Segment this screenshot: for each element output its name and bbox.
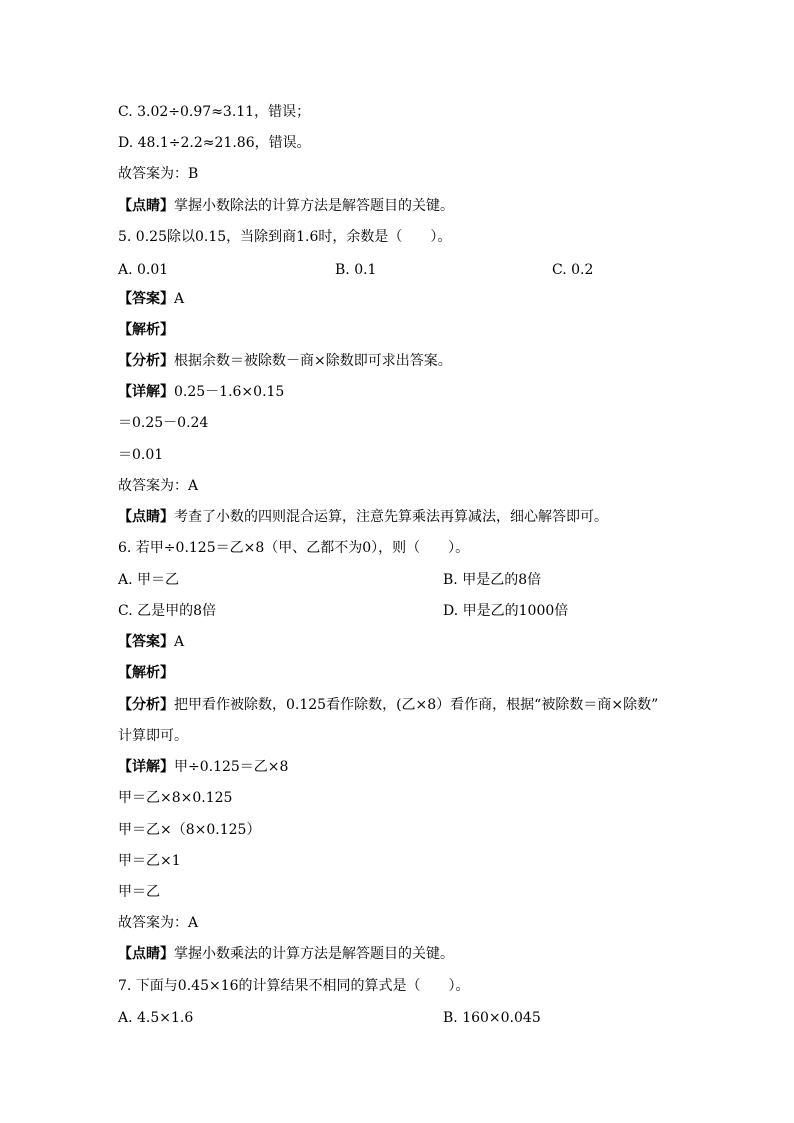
q5-option-c: C. 0.2 [552,262,594,278]
q5-answer [118,289,184,309]
q5-step-1: ＝0.25－0.24 [118,415,209,431]
q5-fenxi-tag: 【分析】 [118,353,174,369]
q5-step-2: ＝0.01 [118,447,164,463]
q5-option-a: A. 0.01 [118,262,169,278]
q6-key-point [118,944,454,964]
q7-option-b: B. 160×0.045 [443,1010,541,1026]
q6-option-b: B. 甲是乙的8倍 [443,572,542,588]
q6-option-a: A. 甲＝乙 [118,572,180,588]
q5-analysis-tag: 【解析】 [118,322,174,338]
q6-answer-summary: 故答案为：A [118,915,199,931]
question-7: 7. 下面与0.45×16的计算结果不相同的算式是（ ）。 [118,978,470,994]
q6-xiangjie-text: 甲÷0.125＝乙×8 [174,759,289,775]
q6-step-2: 甲＝乙×（8×0.125） [118,822,261,838]
q5-xiangjie [118,382,284,402]
q5-answer-tag: 【答案】 [118,291,174,307]
q6-answer-value: A [174,634,185,650]
q6-analysis-tag: 【解析】 [118,665,174,681]
q6-step-3: 甲＝乙×1 [118,853,181,869]
q6-fenxi-continued: 计算即可。 [118,728,188,744]
question-5: 5. 0.25除以0.15，当除到商1.6时，余数是（ ）。 [118,229,452,245]
q6-option-c: C. 乙是甲的8倍 [118,603,217,619]
option-d-line: D. 48.1÷2.2≈21.86，错误。 [118,135,311,151]
q5-fenxi [118,351,452,371]
q5-xiangjie-tag: 【详解】 [118,384,174,400]
q5-fenxi-text: 根据余数＝被除数－商×除数即可求出答案。 [174,353,452,369]
q5-key-point [118,507,608,527]
key-point [118,196,454,216]
q6-xiangjie-tag: 【详解】 [118,759,174,775]
q6-option-d: D. 甲是乙的1000倍 [443,603,569,619]
q6-answer-tag: 【答案】 [118,634,174,650]
q6-key-point-tag: 【点睛】 [118,946,174,962]
q5-key-point-tag: 【点睛】 [118,509,174,525]
q6-fenxi-tag: 【分析】 [118,697,174,713]
question-6: 6. 若甲÷0.125＝乙×8（甲、乙都不为0），则（ ）。 [118,540,470,556]
q6-answer [118,632,184,652]
option-c-line: C. 3.02÷0.97≈3.11，错误； [118,104,311,120]
q6-step-1: 甲＝乙×8×0.125 [118,790,233,806]
q6-fenxi-text: 把甲看作被除数，0.125看作除数，(乙×8）看作商，根据“被除数＝商×除数” [174,697,659,713]
q6-fenxi [118,695,658,715]
q5-answer-value: A [174,291,185,307]
q6-key-point-text: 掌握小数乘法的计算方法是解答题目的关键。 [174,946,454,962]
key-point-tag: 【点睛】 [118,198,174,214]
q5-answer-summary: 故答案为：A [118,478,199,494]
q5-xiangjie-text: 0.25－1.6×0.15 [174,384,285,400]
q5-option-b: B. 0.1 [335,262,377,278]
q6-step-4: 甲＝乙 [118,884,160,900]
key-point-text: 掌握小数除法的计算方法是解答题目的关键。 [174,198,454,214]
q7-option-a: A. 4.5×1.6 [118,1010,194,1026]
q5-key-point-text: 考查了小数的四则混合运算，注意先算乘法再算减法，细心解答即可。 [174,509,608,525]
q6-xiangjie [118,757,288,777]
answer-summary: 故答案为：B [118,166,199,182]
